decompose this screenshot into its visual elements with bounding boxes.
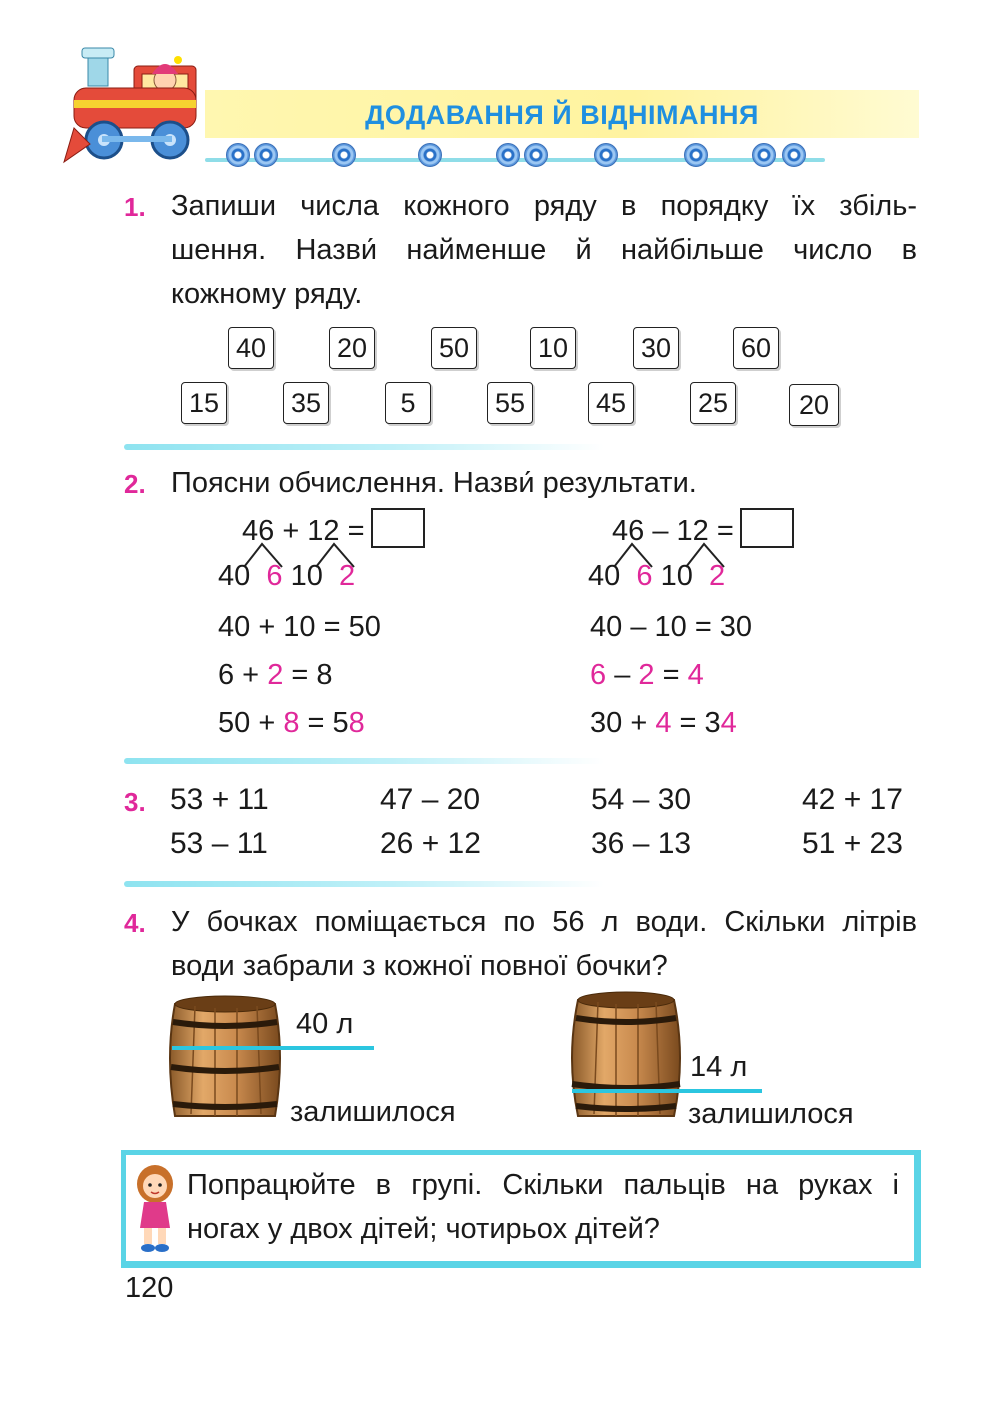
decomposition (218, 560, 355, 593)
split-part: 6 (636, 560, 653, 592)
number-box: 60 (733, 327, 779, 369)
number-box: 15 (181, 382, 227, 424)
step-part: = 5 (299, 707, 349, 739)
answer-box[interactable] (371, 508, 425, 548)
section-divider (124, 758, 604, 764)
number-box: 55 (487, 382, 533, 424)
step-line: 40 – 10 = 30 (590, 611, 753, 643)
equation-text: 46 + 12 = (242, 515, 365, 547)
step-part: = (654, 659, 688, 691)
exercise: 47 – 20 (380, 783, 481, 816)
step-line (218, 707, 365, 740)
section-divider (124, 881, 604, 887)
girl-icon (130, 1162, 180, 1254)
task4-line: води забрали з кожної повної бочки? (171, 950, 668, 982)
step-part: 2 (638, 659, 655, 691)
wheel-icon (594, 143, 618, 167)
number-box: 20 (329, 327, 375, 369)
exercise: 51 + 23 (802, 827, 903, 860)
step-line (218, 659, 333, 692)
split-part: 40 (218, 560, 251, 592)
group-task-line: ногах у двох дітей; чотирьох дітей? (187, 1213, 660, 1245)
wheel-icon (524, 143, 548, 167)
number-box: 35 (283, 382, 329, 424)
split-part: 2 (708, 560, 726, 592)
split-part: 2 (338, 560, 356, 592)
wheel-icon (782, 143, 806, 167)
barrel-caption: залишилося (688, 1098, 854, 1130)
group-task-text (187, 1163, 899, 1251)
barrel-icon (566, 988, 686, 1122)
exercise: 36 – 13 (591, 827, 692, 860)
barrel-caption: залишилося (290, 1096, 456, 1128)
split-part: 10 (660, 560, 693, 592)
number-box: 10 (530, 327, 576, 369)
wheel-icon (254, 143, 278, 167)
wheel-icon (332, 143, 356, 167)
answer-box[interactable] (740, 508, 794, 548)
step-part: 4 (687, 659, 704, 691)
task1-text (171, 184, 917, 316)
step-part: = 8 (283, 659, 333, 691)
group-task-line: Попрацюйте в групі. Скільки пальців на руках і (187, 1169, 899, 1201)
water-level-line (572, 1089, 762, 1093)
number-box: 40 (228, 327, 274, 369)
task1-line: Запиши числа кожного ряду в порядку їх збіль- (171, 190, 917, 222)
barrel-icon (165, 992, 285, 1122)
exercise: 53 + 11 (170, 783, 269, 816)
exercise: 54 – 30 (591, 783, 692, 816)
task2-text: Поясни обчислення. Назви́ результати. (171, 467, 697, 499)
number-box: 30 (633, 327, 679, 369)
number-box: 20 (789, 384, 839, 426)
task-number: 2. (124, 469, 146, 499)
step-part: 50 + (218, 707, 284, 739)
exercise: 53 – 11 (170, 827, 268, 860)
step-part: 4 (720, 707, 737, 739)
task-number: 4. (124, 908, 146, 938)
equation-text: 46 – 12 = (612, 515, 734, 547)
number-box: 50 (431, 327, 477, 369)
split-part: 40 (588, 560, 621, 592)
wheel-icon (752, 143, 776, 167)
step-line: 40 + 10 = 50 (218, 611, 381, 643)
exercise: 26 + 12 (380, 827, 481, 860)
step-part: 30 + (590, 707, 656, 739)
wheel-icon (418, 143, 442, 167)
title-band (205, 90, 919, 138)
number-box: 5 (385, 382, 431, 424)
step-part: 4 (655, 707, 672, 739)
step-part: – (606, 659, 639, 691)
exercise: 42 + 17 (802, 783, 903, 816)
task1-line: шення. Назви́ найменше й найбільше число в (171, 234, 917, 266)
wheel-icon (684, 143, 708, 167)
step-part: 8 (283, 707, 300, 739)
task-number: 1. (124, 192, 146, 222)
task-number: 3. (124, 787, 146, 817)
task1-line: кожному ряду. (171, 278, 363, 310)
page-title: ДОДАВАННЯ Й ВІДНІМАННЯ (365, 100, 759, 130)
step-line (590, 659, 704, 692)
step-part: 6 (590, 659, 607, 691)
step-part: 2 (267, 659, 284, 691)
split-part: 10 (290, 560, 323, 592)
water-level-line (172, 1046, 374, 1050)
step-part: 6 + (218, 659, 268, 691)
barrel-amount: 14 л (690, 1051, 748, 1083)
section-divider (124, 444, 604, 450)
page-number: 120 (125, 1272, 174, 1304)
decomposition (588, 560, 725, 593)
barrel-amount: 40 л (296, 1008, 354, 1040)
step-line (590, 707, 737, 740)
split-part: 6 (266, 560, 283, 592)
wheel-icon (496, 143, 520, 167)
step-part: = 3 (671, 707, 721, 739)
number-box: 25 (690, 382, 736, 424)
wheel-icon (226, 143, 250, 167)
task4-text (171, 900, 917, 988)
step-part: 8 (348, 707, 365, 739)
task4-line: У бочках поміщається по 56 л води. Скільки літрів (171, 906, 917, 938)
number-box: 45 (588, 382, 634, 424)
train-icon (62, 44, 212, 169)
